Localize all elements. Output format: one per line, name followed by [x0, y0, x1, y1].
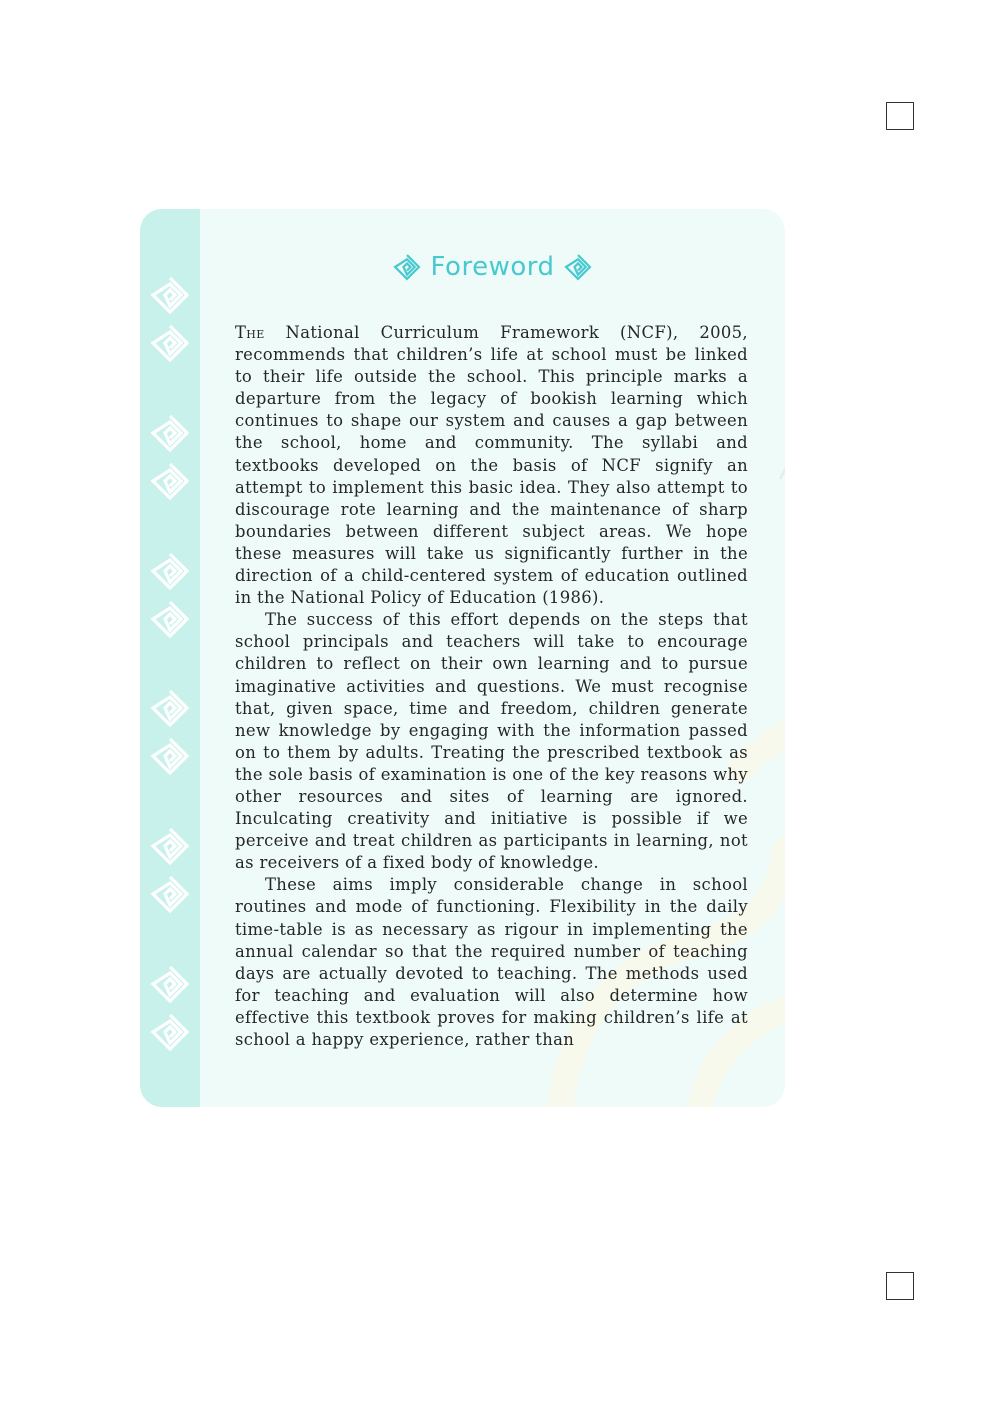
spiral-diamond-icon	[393, 253, 421, 281]
heading	[200, 247, 785, 287]
lead-word: The	[235, 323, 265, 342]
foreword-panel	[140, 209, 785, 1107]
spiral-diamond-icon	[150, 275, 190, 315]
spiral-diamond-icon	[150, 826, 190, 866]
spiral-diamond-icon	[150, 599, 190, 639]
spiral-diamond-icon	[150, 1012, 190, 1052]
crop-mark-bottom-icon	[886, 1272, 914, 1300]
spiral-diamond-icon	[150, 874, 190, 914]
paragraph-1	[235, 322, 748, 609]
paragraph-1-text: National Curriculum Framework (NCF), 2005, recommends that children’s life at school must be linked to their life outside the school. This principle marks a departure from the legacy of bookish learning which continues to shape our system and causes a gap between the school, home and community. The syllabi and textbooks developed on the basis of NCF signify an attempt to implement this basic idea. They also attempt to discourage rote learning and the maintenance of sharp boundaries between different subject areas. We hope these measures will take us significantly further in the direction of a child-centered system of education outlined in the National Policy of Education (1986).	[235, 323, 748, 608]
spiral-diamond-icon	[150, 461, 190, 501]
spiral-diamond-icon	[150, 688, 190, 728]
crop-mark-top-icon	[886, 102, 914, 130]
spiral-diamond-icon	[564, 253, 592, 281]
foreword-body	[235, 322, 748, 1051]
paragraph-3: These aims imply considerable change in school routines and mode of functioning. Flexibility in the daily time-table is as necessary as rigour in implementing the annual calendar so that the required number of teaching days are actually devoted to teaching. The methods used for teaching and evaluation will also determine how effective this textbook proves for making children’s life at school a happy experience, rather than	[235, 875, 748, 1049]
side-ornament-strip	[140, 209, 200, 1107]
spiral-diamond-icon	[150, 736, 190, 776]
spiral-diamond-icon	[150, 323, 190, 363]
page-title: Foreword	[430, 252, 555, 282]
paragraph-2: The success of this effort depends on the steps that school principals and teachers will take to encourage children to reflect on their own learning and to pursue imaginative activities and questions. We must recognise that, given space, time and freedom, children generate new knowledge by engaging with the information passed on to them by adults. Treating the prescribed textbook as the sole basis of examination is one of the key reasons why other resources and sites of learning are ignored. Inculcating creativity and initiative is possible if we perceive and treat children as participants in learning, not as receivers of a fixed body of knowledge.	[235, 610, 748, 873]
spiral-diamond-icon	[150, 551, 190, 591]
spiral-diamond-icon	[150, 413, 190, 453]
spiral-diamond-icon	[150, 964, 190, 1004]
